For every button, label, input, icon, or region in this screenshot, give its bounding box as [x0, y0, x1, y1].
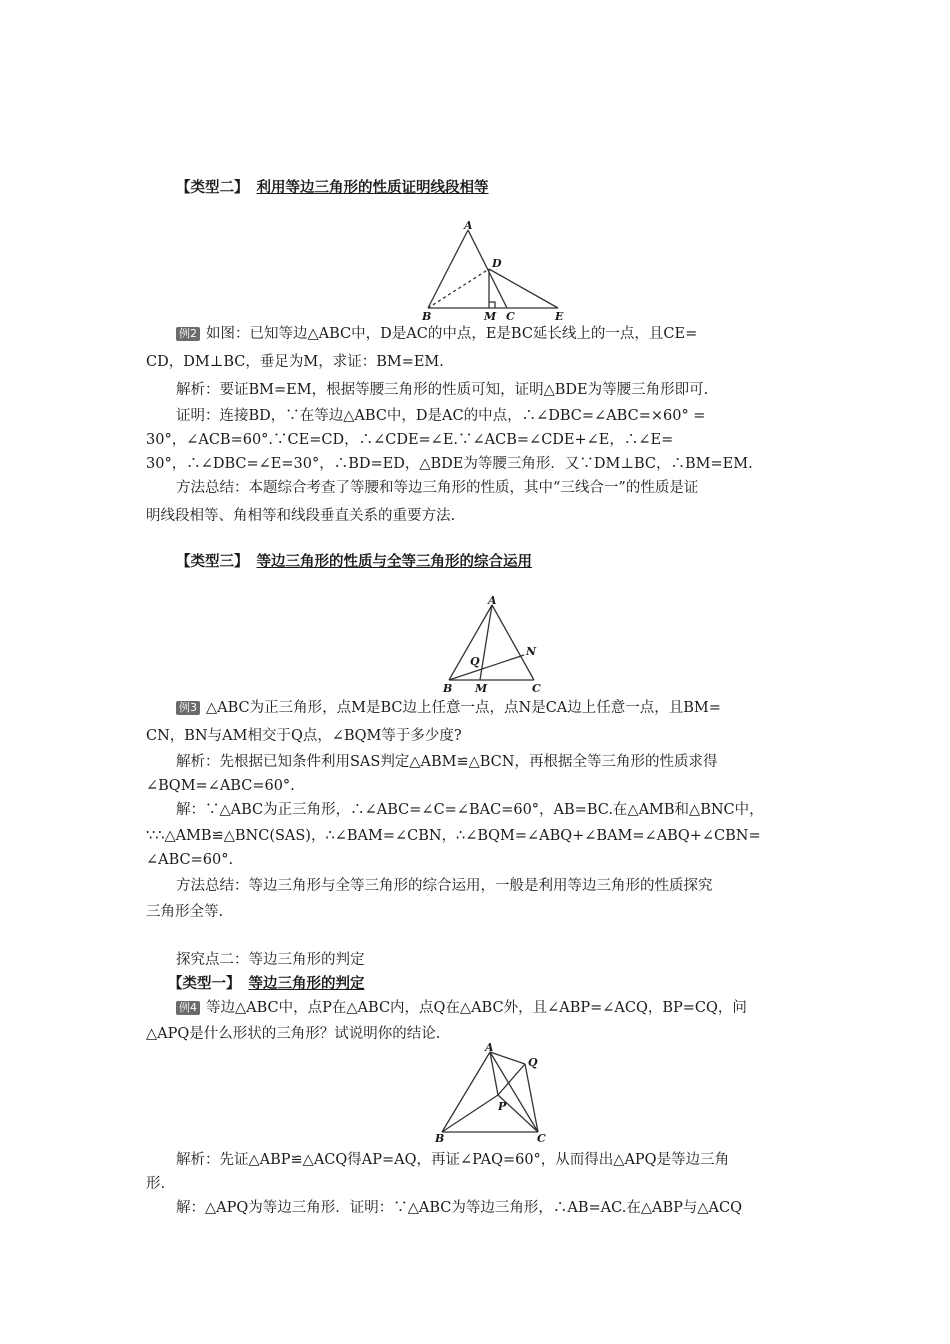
summary-line1: 方法总结：本题综合考查了等腰和等边三角形的性质，其中“三线合一”的性质是证 — [176, 480, 699, 496]
label-q: Q — [528, 1056, 538, 1069]
example-badge: 例3 — [176, 701, 200, 715]
solution-line1: 解：∵△ABC为正三角形，∴∠ABC=∠C=∠BAC=60°，AB=BC.在△AMB和△BNC中， — [176, 802, 764, 818]
label-q: Q — [470, 655, 480, 668]
label-m: M — [475, 682, 488, 695]
section-heading-type3: 【类型三】 等边三角形的性质与全等三角形的综合运用 — [176, 554, 532, 570]
section-heading-part2-type1: 【类型一】 等边三角形的判定 — [168, 976, 365, 992]
example-badge: 例2 — [176, 327, 200, 341]
summary-line2: 明线段相等、角相等和线段垂直关系的重要方法. — [146, 508, 456, 524]
section-heading-type2 — [176, 178, 489, 198]
heading-title: 利用等边三角形的性质证明线段相等 — [256, 180, 489, 196]
analysis-line1: 解析：先证△ABP≌△ACQ得AP=AQ，再证∠PAQ=60°，从而得出△APQ是等边三角 — [176, 1152, 730, 1168]
label-a: A — [485, 1041, 494, 1054]
label-c: C — [506, 310, 515, 323]
heading-bracket: 【类型二】 — [176, 180, 249, 196]
summary-line1: 方法总结：等边三角形与全等三角形的综合运用，一般是利用等边三角形的性质探究 — [176, 878, 713, 894]
example3-line1: 例3 △ABC为正三角形，点M是BC边上任意一点，点N是CA边上任意一点，且BM= — [176, 698, 721, 718]
figure-triangle-abc-qn — [440, 595, 550, 695]
example4-line2: △APQ是什么形状的三角形？试说明你的结论. — [146, 1026, 441, 1042]
analysis-line2: 形. — [146, 1176, 166, 1192]
example2-line1: 例2 如图：已知等边△ABC中，D是AC的中点，E是BC延长线上的一点，且CE= — [176, 324, 697, 344]
label-b: B — [422, 310, 432, 323]
label-c: C — [532, 682, 541, 695]
part2-title: 探究点二：等边三角形的判定 — [176, 952, 365, 968]
label-a: A — [488, 594, 497, 607]
figure-triangle-apq — [430, 1042, 555, 1147]
figure-triangle-abc-bde — [420, 220, 570, 322]
label-b: B — [443, 682, 453, 695]
analysis-line1: 解析：先根据已知条件利用SAS判定△ABM≌△BCN，再根据全等三角形的性质求得 — [176, 754, 718, 770]
example-badge: 例4 — [176, 1001, 200, 1015]
label-p: P — [498, 1100, 507, 1113]
proof-line3: 30°，∴∠DBC=∠E=30°，∴BD=ED，△BDE为等腰三角形．又∵DM⊥BC，∴BM=EM. — [146, 456, 753, 472]
solution-line3: ∠ABC=60°. — [146, 852, 234, 868]
label-c: C — [537, 1132, 546, 1145]
summary-line2: 三角形全等. — [146, 904, 224, 920]
label-d: D — [492, 257, 502, 270]
label-b: B — [435, 1132, 445, 1145]
example2-line2: CD，DM⊥BC，垂足为M，求证：BM=EM. — [146, 354, 444, 370]
analysis-line2: ∠BQM=∠ABC=60°. — [146, 778, 295, 794]
label-n: N — [526, 645, 537, 658]
solution-line2: ∵∴△AMB≌△BNC(SAS)，∴∠BAM=∠CBN，∴∠BQM=∠ABQ+∠BAM=∠ABQ+∠CBN= — [146, 828, 761, 844]
proof-line2: 30°，∠ACB=60°.∵CE=CD，∴∠CDE=∠E.∵∠ACB=∠CDE+∠E，∴∠E= — [146, 432, 674, 448]
example3-line2: CN，BN与AM相交于Q点，∠BQM等于多少度? — [146, 728, 462, 744]
label-m: M — [484, 310, 497, 323]
example4-line1: 例4 等边△ABC中，点P在△ABC内，点Q在△ABC外，且∠ABP=∠ACQ，BP=CQ，问 — [176, 998, 747, 1018]
label-e: E — [555, 310, 564, 323]
label-a: A — [464, 219, 473, 232]
solution-line1: 解：△APQ为等边三角形．证明：∵△ABC为等边三角形，∴AB=AC.在△ABP与△ACQ — [176, 1200, 742, 1216]
analysis-line: 解析：要证BM=EM，根据等腰三角形的性质可知，证明△BDE为等腰三角形即可. — [176, 382, 709, 398]
proof-line1: 证明：连接BD，∵在等边△ABC中，D是AC的中点，∴∠DBC=∠ABC=×60° = — [176, 408, 706, 424]
